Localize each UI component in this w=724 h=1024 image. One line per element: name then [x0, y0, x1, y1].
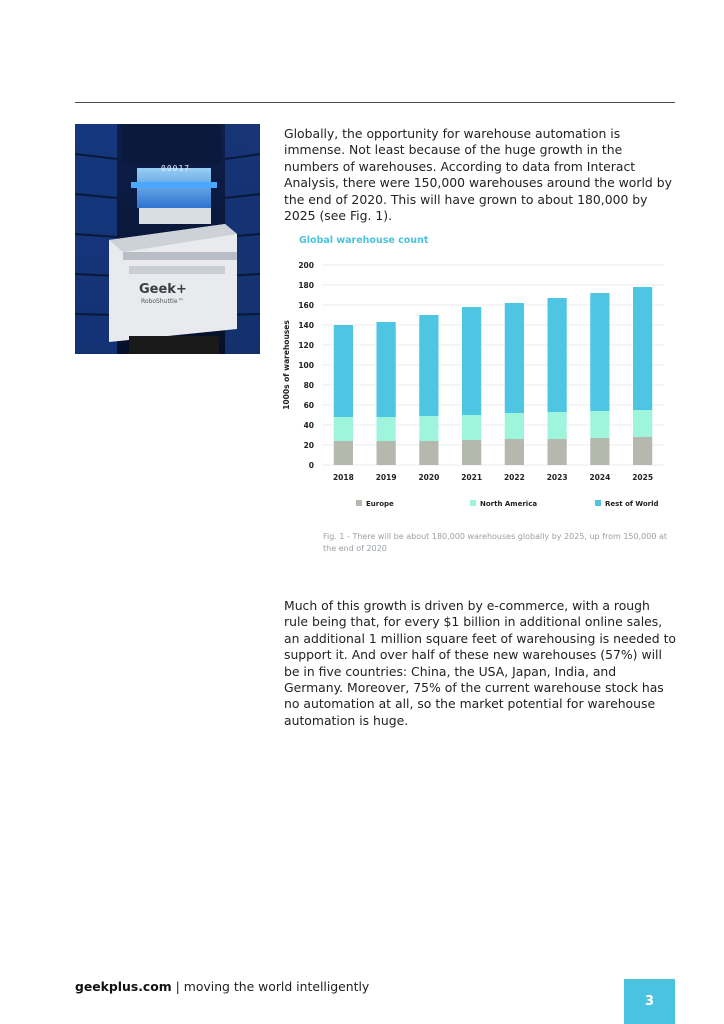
- page-number: 3: [644, 994, 655, 1009]
- bar-north-america: [505, 413, 524, 439]
- bar-europe: [462, 440, 481, 465]
- x-tick-label: 2024: [589, 473, 611, 482]
- geekplus-logo: Geek+: [139, 282, 187, 297]
- y-tick-label: 0: [308, 461, 314, 470]
- bar-rest-of-world: [377, 322, 396, 417]
- footer: [75, 979, 369, 994]
- legend-swatch: [595, 500, 601, 506]
- y-tick-label: 60: [303, 401, 314, 410]
- bar-europe: [633, 437, 652, 465]
- x-tick-label: 2025: [632, 473, 654, 482]
- bar-north-america: [548, 412, 567, 439]
- bar-europe: [419, 441, 438, 465]
- page-number-badge: [624, 979, 675, 1024]
- photo-code-text: 00017: [161, 164, 191, 173]
- bar-north-america: [334, 417, 353, 441]
- bar-north-america: [419, 416, 438, 441]
- bar-north-america: [590, 411, 609, 438]
- bar-rest-of-world: [505, 303, 524, 413]
- chart-title: Global warehouse count: [299, 235, 429, 246]
- bar-europe: [590, 438, 609, 465]
- legend-label: Europe: [366, 500, 394, 508]
- footer-site-link[interactable]: geekplus.com: [75, 979, 172, 994]
- y-axis-label: 1000s of warehouses: [282, 320, 291, 410]
- roboshuttle-label: RoboShuttle™: [141, 298, 184, 305]
- bar-north-america: [633, 410, 652, 437]
- y-tick-label: 180: [298, 281, 314, 290]
- y-tick-label: 40: [303, 421, 314, 430]
- bar-rest-of-world: [633, 287, 652, 410]
- bar-rest-of-world: [419, 315, 438, 416]
- y-tick-label: 200: [298, 261, 314, 270]
- chart-canvas: [278, 228, 670, 518]
- legend-label: Rest of World: [605, 500, 659, 508]
- bar-europe: [505, 439, 524, 465]
- y-tick-label: 120: [298, 341, 314, 350]
- bar-rest-of-world: [334, 325, 353, 417]
- header-rule: [75, 102, 675, 103]
- y-tick-label: 160: [298, 301, 314, 310]
- x-tick-label: 2020: [418, 473, 440, 482]
- bar-rest-of-world: [548, 298, 567, 412]
- y-tick-label: 80: [303, 381, 314, 390]
- y-tick-label: 20: [303, 441, 314, 450]
- bar-rest-of-world: [462, 307, 481, 415]
- warehouse-count-chart: [278, 228, 670, 518]
- roboshuttle-photo: [75, 124, 260, 354]
- x-tick-label: 2021: [461, 473, 483, 482]
- bar-north-america: [462, 415, 481, 440]
- x-tick-label: 2022: [503, 473, 525, 482]
- x-tick-label: 2019: [375, 473, 397, 482]
- legend-swatch: [470, 500, 476, 506]
- bar-europe: [548, 439, 567, 465]
- growth-paragraph: Much of this growth is driven by e-commerce, with a rough rule being that, for every $1 billion in additional online sales, an additional 1 million square feet of warehousing is needed to support it. And over half of these new warehouses (57%) will be in five countries: China, the USA, Japan, India, and Germany. Moreover, 75% of the current warehouse stock has no automation at all, so the market potential for warehouse automation is huge.: [284, 598, 677, 728]
- x-tick-label: 2023: [546, 473, 568, 482]
- intro-paragraph: Globally, the opportunity for warehouse automation is immense. Not least because of the huge growth in the numbers of warehouses. According to data from Interact Analysis, there were 150,000 warehouses around the world by the end of 2020. This will have grown to about 180,000 by 2025 (see Fig. 1).: [284, 126, 672, 224]
- y-tick-label: 140: [298, 321, 314, 330]
- legend-label: North America: [480, 500, 538, 508]
- footer-tagline: | moving the world intelligently: [171, 979, 370, 994]
- legend-swatch: [356, 500, 362, 506]
- figure-caption: Fig. 1 - There will be about 180,000 warehouses globally by 2025, up from 150,000 at the end of 2020: [323, 532, 668, 553]
- bar-rest-of-world: [590, 293, 609, 411]
- bar-europe: [377, 441, 396, 465]
- bar-north-america: [377, 417, 396, 441]
- bar-europe: [334, 441, 353, 465]
- y-tick-label: 100: [298, 361, 314, 370]
- x-tick-label: 2018: [332, 473, 354, 482]
